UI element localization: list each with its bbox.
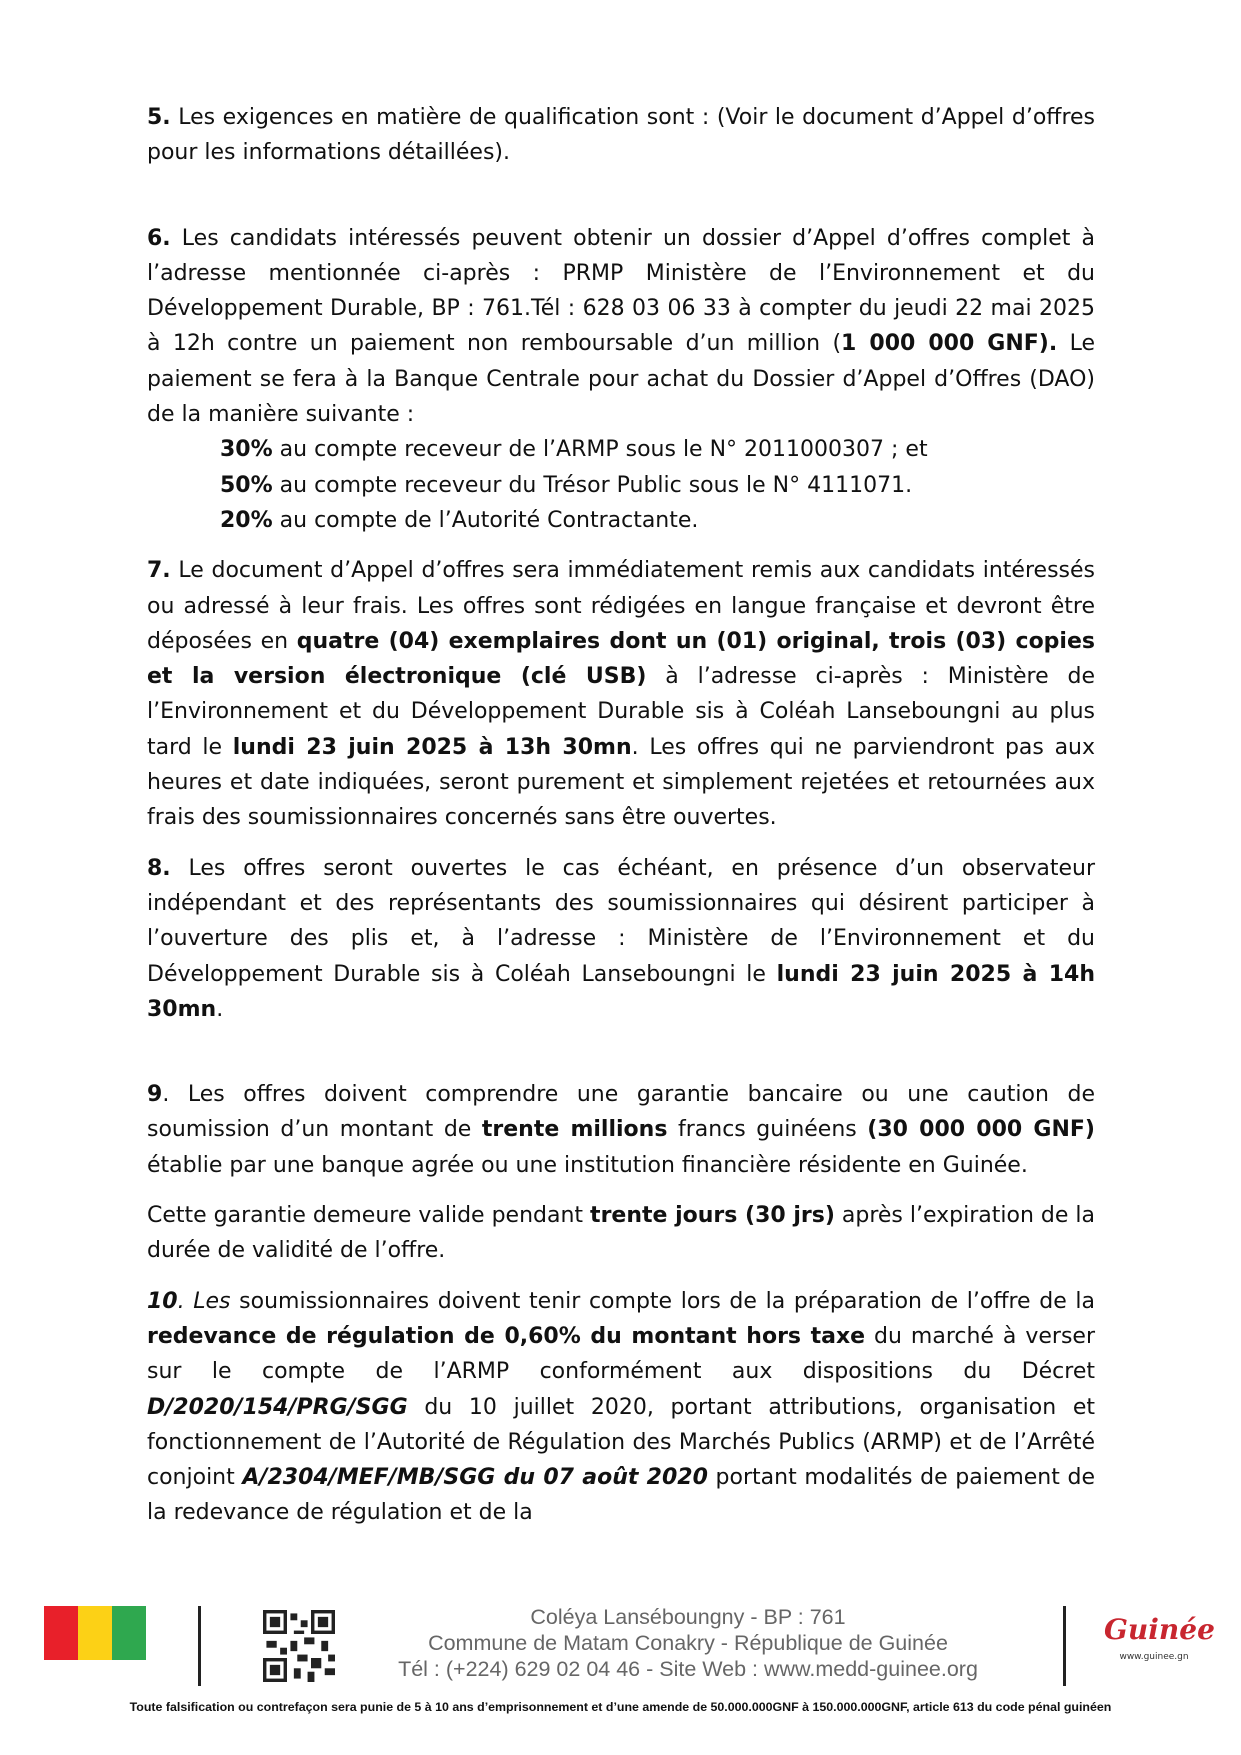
paragraph-7: 7. Le document d’Appel d’offres sera immédiatement remis aux candidats intéressés ou adressé à leur frais. Les offres sont rédigées en langue française et devront être déposées en quatre (04) exemplaires dont un (01) original, trois (03) copies et la version électronique (clé USB) à l’adresse ci-après : Ministère de l’Environnement et du Développement Durable sis à Coléah Lanseboungni au plus tard le lundi 23 juin 2025 à 13h 30mn. Les offres qui ne parviendront pas aux heures et date indiquées, seront purement et simplement rejetées et retournées aux frais des soumissionnaires concernés sans être ouvertes. [147,558,1096,831]
document-body [147,100,1095,1531]
guinea-flag-icon [44,1606,146,1660]
payment-item: 50% au compte receveur du Trésor Public sous le N° 4111071. [220,472,913,498]
qr-code-icon [263,1610,335,1682]
payment-item: 20% au compte de l’Autorité Contractante. [220,507,699,533]
flag-stripe-red [44,1606,78,1660]
paragraph-5: 5. Les exigences en matière de qualification sont : (Voir le document d’Appel d’offres pour les informations détaillées). [147,105,1095,166]
paragraph-10: 10. Les soumissionnaires doivent tenir compte lors de la préparation de l’offre de la redevance de régulation de 0,60% du montant hors taxe du marché à verser sur le compte de l’ARMP conformément aux dispositions du Décret D/2020/154/PRG/SGG du 10 juillet 2020, portant attributions, organisation et fonctionnement de l’Autorité de Régulation des Marchés Publics (ARMP) et de l’Arrêté conjoint A/2304/MEF/MB/SGG du 07 août 2020 portant modalités de paiement de la redevance de régulation et de la [147,1288,1096,1526]
ministry-address: Coléya Lanséboungny - BP : 761 Commune de Matam Conakry - République de Guinée Tél : (+224) 629 02 04 46 - Site Web : www.medd-guinee.org [398,1605,978,1681]
legal-notice: Toute falsification ou contrefaçon sera punie de 5 à 10 ans d’emprisonnement et d’une amende de 50.000.000GNF à 150.000.000GNF, article 613 du code pénal guinéen [129,1700,1112,1714]
page-footer [0,1590,1241,1755]
paragraph-6: 6. Les candidats intéressés peuvent obtenir un dossier d’Appel d’offres complet à l’adresse mentionnée ci-après : PRMP Ministère de l’Environnement et du Développement Durable, BP : 761.Tél : 628 03 06 33 à compter du jeudi 22 mai 2025 à 12h contre un paiement non remboursable d’un million (1 000 000 GNF). Le paiement se fera à la Banque Centrale pour achat du Dossier d’Appel d’Offres (DAO) de la manière suivante : [147,225,1095,428]
guinee-logo: Guinée www.guinee.gn [1104,1613,1215,1662]
paragraph-9: 9. Les offres doivent comprendre une garantie bancaire ou une caution de soumission d’un montant de trente millions francs guinéens (30 000 000 GNF) établie par une banque agrée ou une institution financière résidente en Guinée. [147,1082,1095,1178]
payment-item: 30% au compte receveur de l’ARMP sous le N° 2011000307 ; et [220,437,928,463]
footer-divider [1063,1606,1066,1686]
flag-stripe-yellow [78,1606,112,1660]
paragraph-9-guarantee: Cette garantie demeure valide pendant trente jours (30 jrs) après l’expiration de la durée de validité de l’offre. [147,1203,1095,1264]
flag-stripe-green [112,1606,146,1660]
paragraph-8: 8. Les offres seront ouvertes le cas échéant, en présence d’un observateur indépendant et des représentants des soumissionnaires qui désirent participer à l’ouverture des plis et, à l’adresse : Ministère de l’Environnement et du Développement Durable sis à Coléah Lanseboungni le lundi 23 juin 2025 à 14h 30mn. [147,855,1095,1022]
footer-divider [198,1606,201,1686]
